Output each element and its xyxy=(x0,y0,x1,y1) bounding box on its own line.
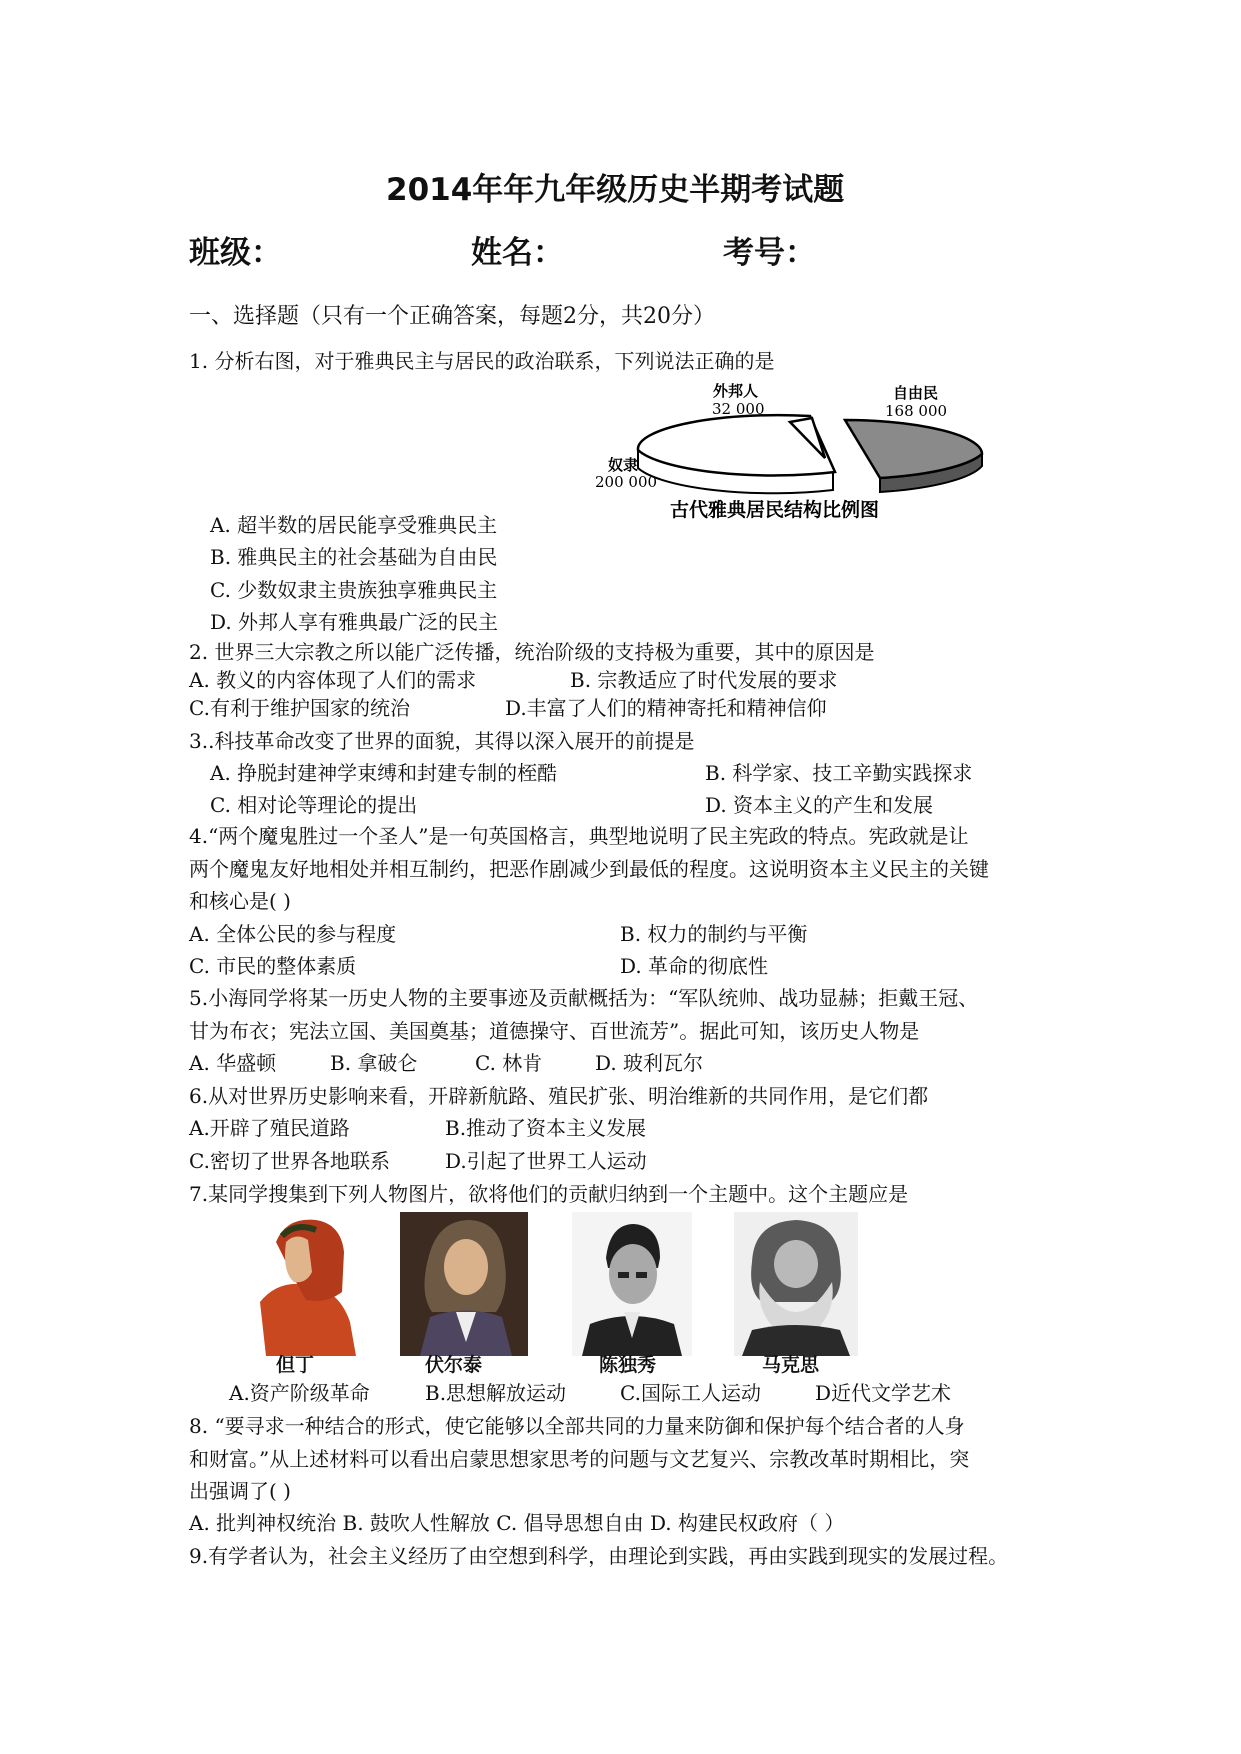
value-foreigners: 32 000 xyxy=(712,400,765,418)
question-7-option-b[interactable]: B.思想解放运动 xyxy=(425,1381,567,1405)
name-label: 姓名： xyxy=(471,235,564,271)
portrait-chen-duxiu xyxy=(572,1212,692,1356)
question-6-stem: 6.从对世界历史影响来看，开辟新航路、殖民扩张、明治维新的共同作用，是它们都 xyxy=(189,1084,929,1108)
question-3-option-c[interactable]: C. 相对论等理论的提出 xyxy=(210,793,418,817)
question-4-line-1: 4.“两个魔鬼胜过一个圣人”是一句英国格言，典型地说明了民主宪政的特点。宪政就是让 xyxy=(189,824,969,848)
question-8-options[interactable]: A. 批判神权统治 B. 鼓吹人性解放 C. 倡导思想自由 D. 构建民权政府（ ） xyxy=(189,1511,845,1535)
class-label: 班级： xyxy=(189,235,282,271)
question-3-option-b[interactable]: B. 科学家、技工辛勤实践探求 xyxy=(705,761,973,785)
question-2-option-b[interactable]: B. 宗教适应了时代发展的要求 xyxy=(570,668,838,692)
question-9-line-1: 9.有学者认为，社会主义经历了由空想到科学，由理论到实践，再由实践到现实的发展过程。 xyxy=(189,1544,1009,1568)
question-2-option-d[interactable]: D.丰富了人们的精神寄托和精神信仰 xyxy=(505,696,827,720)
question-7-stem: 7.某同学搜集到下列人物图片，欲将他们的贡献归纳到一个主题中。这个主题应是 xyxy=(189,1182,909,1206)
portrait-voltaire xyxy=(400,1212,528,1356)
label-free: 自由民 xyxy=(893,384,939,402)
question-4-option-a[interactable]: A. 全体公民的参与程度 xyxy=(189,922,397,946)
section-heading: 一、选择题（只有一个正确答案，每题2分，共20分） xyxy=(189,304,715,329)
question-5-line-1: 5.小海同学将某一历史人物的主要事迹及贡献概括为：“军队统帅、战功显赫；拒戴王冠、 xyxy=(189,986,979,1010)
question-5-option-a[interactable]: A. 华盛顿 xyxy=(189,1051,277,1075)
chart-title: 古代雅典居民结构比例图 xyxy=(670,499,880,521)
question-4-option-c[interactable]: C. 市民的整体素质 xyxy=(189,954,357,978)
portrait-caption-dante: 但丁 xyxy=(276,1354,315,1376)
portrait-caption-chen-duxiu: 陈独秀 xyxy=(599,1354,657,1376)
question-3-option-d[interactable]: D. 资本主义的产生和发展 xyxy=(705,793,934,817)
portrait-caption-marx: 马克思 xyxy=(762,1354,820,1376)
question-6-option-c[interactable]: C.密切了世界各地联系 xyxy=(189,1149,390,1173)
question-1-option-b[interactable]: B. 雅典民主的社会基础为自由民 xyxy=(210,545,498,569)
portrait-dante xyxy=(246,1212,360,1356)
question-8-line-1: 8. “要寻求一种结合的形式，使它能够以全部共同的力量来防御和保护每个结合者的人身 xyxy=(189,1414,965,1438)
question-8-line-2: 和财富。”从上述材料可以看出启蒙思想家思考的问题与文艺复兴、宗教改革时期相比，突 xyxy=(189,1447,970,1471)
question-8-line-3: 出强调了( ) xyxy=(189,1479,291,1503)
question-6-option-b[interactable]: B.推动了资本主义发展 xyxy=(445,1116,647,1140)
question-5-option-c[interactable]: C. 林肯 xyxy=(475,1051,543,1075)
question-1-option-a[interactable]: A. 超半数的居民能享受雅典民主 xyxy=(210,513,498,537)
question-2-option-c[interactable]: C.有利于维护国家的统治 xyxy=(189,696,410,720)
question-7-option-a[interactable]: A.资产阶级革命 xyxy=(229,1381,370,1405)
question-5-line-2: 甘为布衣；宪法立国、美国奠基；道德操守、百世流芳”。据此可知，该历史人物是 xyxy=(189,1019,920,1043)
question-2-stem: 2. 世界三大宗教之所以能广泛传播，统治阶级的支持极为重要，其中的原因是 xyxy=(189,640,875,664)
portrait-marx xyxy=(734,1212,858,1356)
question-4-option-b[interactable]: B. 权力的制约与平衡 xyxy=(620,922,808,946)
number-label: 考号： xyxy=(723,235,816,271)
question-3-option-a[interactable]: A. 挣脱封建神学束缚和封建专制的桎酷 xyxy=(210,761,558,785)
value-free: 168 000 xyxy=(885,402,948,420)
portrait-caption-voltaire: 伏尔泰 xyxy=(425,1354,483,1376)
athens-population-pie-chart xyxy=(590,380,990,525)
question-7-option-c[interactable]: C.国际工人运动 xyxy=(620,1381,761,1405)
pie-slices xyxy=(638,415,982,493)
label-slaves: 奴隶 xyxy=(608,456,639,474)
question-4-line-2: 两个魔鬼友好地相处并相互制约，把恶作剧减少到最低的程度。这说明资本主义民主的关键 xyxy=(189,857,989,881)
question-4-line-3: 和核心是( ) xyxy=(189,889,291,913)
label-foreigners: 外邦人 xyxy=(713,382,759,400)
question-1-option-c[interactable]: C. 少数奴隶主贵族独享雅典民主 xyxy=(210,578,498,602)
question-1-stem: 1. 分析右图，对于雅典民主与居民的政治联系，下列说法正确的是 xyxy=(189,349,775,373)
question-5-option-b[interactable]: B. 拿破仑 xyxy=(330,1051,418,1075)
exam-title: 2014年年九年级历史半期考试题 xyxy=(386,172,845,208)
question-6-option-d[interactable]: D.引起了世界工人运动 xyxy=(445,1149,647,1173)
question-5-option-d[interactable]: D. 玻利瓦尔 xyxy=(595,1051,704,1075)
question-3-stem: 3..科技革命改变了世界的面貌，其得以深入展开的前提是 xyxy=(189,729,695,753)
question-4-option-d[interactable]: D. 革命的彻底性 xyxy=(620,954,769,978)
question-6-option-a[interactable]: A.开辟了殖民道路 xyxy=(189,1116,350,1140)
value-slaves: 200 000 xyxy=(595,473,658,491)
question-7-option-d[interactable]: D近代文学艺术 xyxy=(815,1381,952,1405)
question-1-option-d[interactable]: D. 外邦人享有雅典最广泛的民主 xyxy=(210,610,499,634)
question-2-option-a[interactable]: A. 教义的内容体现了人们的需求 xyxy=(189,668,477,692)
